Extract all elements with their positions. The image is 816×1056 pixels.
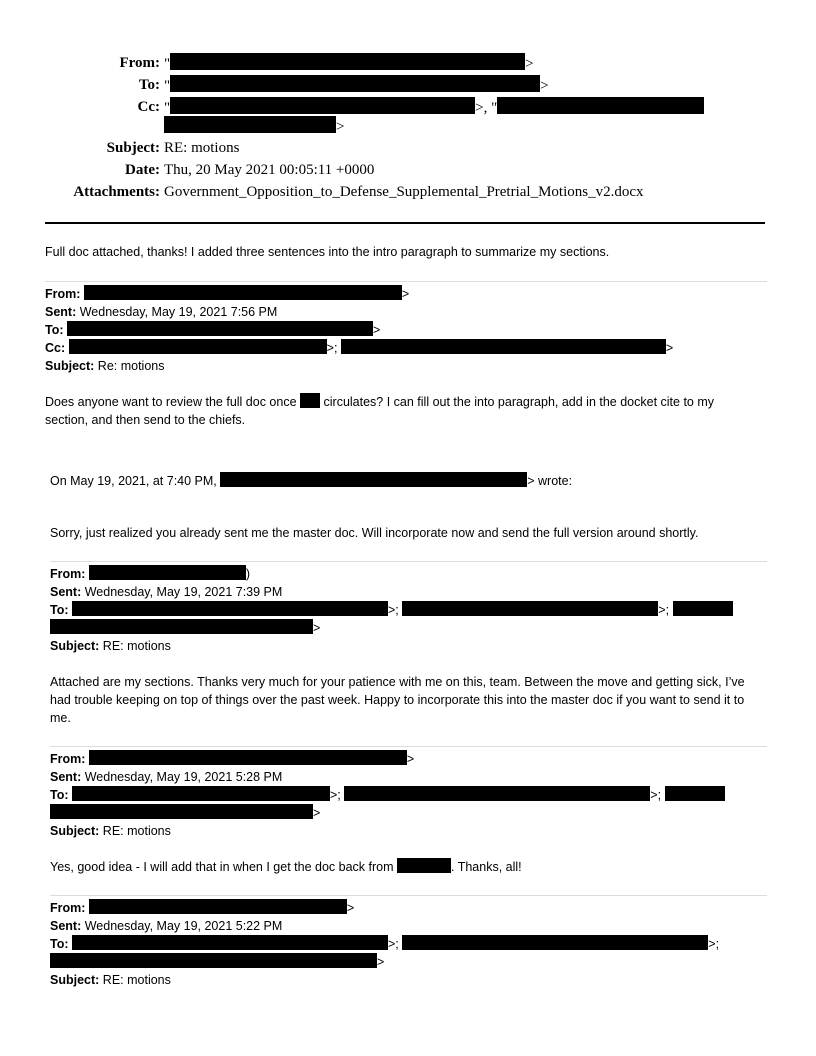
redaction bbox=[341, 339, 666, 354]
from-label: From: bbox=[119, 55, 160, 71]
redaction bbox=[89, 565, 246, 580]
redaction bbox=[402, 935, 708, 950]
header-divider bbox=[45, 222, 765, 224]
sent-value: Wednesday, May 19, 2021 5:28 PM bbox=[84, 770, 283, 784]
redaction bbox=[50, 804, 313, 819]
subject-value: RE: motions bbox=[102, 639, 171, 653]
redaction bbox=[164, 116, 336, 133]
redaction bbox=[220, 472, 527, 487]
subject-value: Re: motions bbox=[97, 359, 165, 373]
message-3-body: Attached are my sections. Thanks very much for your patience with me on this, team. Between the move and getting sick, I’ve had trouble keeping on top of things over the past week. Happy to incorporate this into the master doc if you want to send it to me. bbox=[50, 675, 745, 725]
redaction bbox=[665, 786, 725, 801]
redaction bbox=[72, 935, 388, 950]
redaction bbox=[673, 601, 733, 616]
cc-label: Cc: bbox=[137, 99, 160, 115]
sent-value: Wednesday, May 19, 2021 7:39 PM bbox=[84, 585, 283, 599]
subject-label: Subject: bbox=[106, 140, 160, 156]
redaction bbox=[497, 97, 704, 114]
redaction bbox=[170, 97, 475, 114]
message-2-body: Sorry, just realized you already sent me the master doc. Will incorporate now and send the full version around shortly. bbox=[50, 526, 699, 540]
redaction bbox=[397, 858, 451, 873]
to-label: To: bbox=[138, 77, 160, 93]
redaction bbox=[89, 750, 407, 765]
redaction bbox=[69, 339, 327, 354]
redaction bbox=[72, 786, 330, 801]
message-divider bbox=[50, 561, 767, 562]
redaction bbox=[344, 786, 650, 801]
redaction bbox=[402, 601, 658, 616]
message-divider bbox=[45, 281, 767, 282]
attachment-filename: Government_Opposition_to_Defense_Supplemental_Pretrial_Motions_v2.docx bbox=[164, 184, 644, 200]
redaction bbox=[50, 619, 313, 634]
subject-value: RE: motions bbox=[102, 973, 171, 987]
sent-value: Wednesday, May 19, 2021 7:56 PM bbox=[79, 305, 278, 319]
redaction bbox=[170, 53, 525, 70]
redaction bbox=[89, 899, 347, 914]
redaction bbox=[72, 601, 388, 616]
subject-value: RE: motions bbox=[164, 140, 240, 156]
redaction bbox=[50, 953, 377, 968]
redaction bbox=[300, 393, 320, 408]
date-label: Date: bbox=[125, 162, 160, 178]
date-value: Thu, 20 May 2021 00:05:11 +0000 bbox=[164, 162, 375, 178]
attachments-label: Attachments: bbox=[73, 184, 160, 200]
redaction bbox=[84, 285, 402, 300]
quote-attribution: On May 19, 2021, at 7:40 PM, > wrote: bbox=[50, 474, 573, 488]
redaction bbox=[67, 321, 373, 336]
message-divider bbox=[50, 895, 767, 896]
message-divider bbox=[50, 746, 767, 747]
sent-value: Wednesday, May 19, 2021 5:22 PM bbox=[84, 919, 283, 933]
intro-message: Full doc attached, thanks! I added three sentences into the intro paragraph to summarize my sections. bbox=[45, 245, 610, 259]
subject-value: RE: motions bbox=[102, 824, 171, 838]
redaction bbox=[170, 75, 540, 92]
